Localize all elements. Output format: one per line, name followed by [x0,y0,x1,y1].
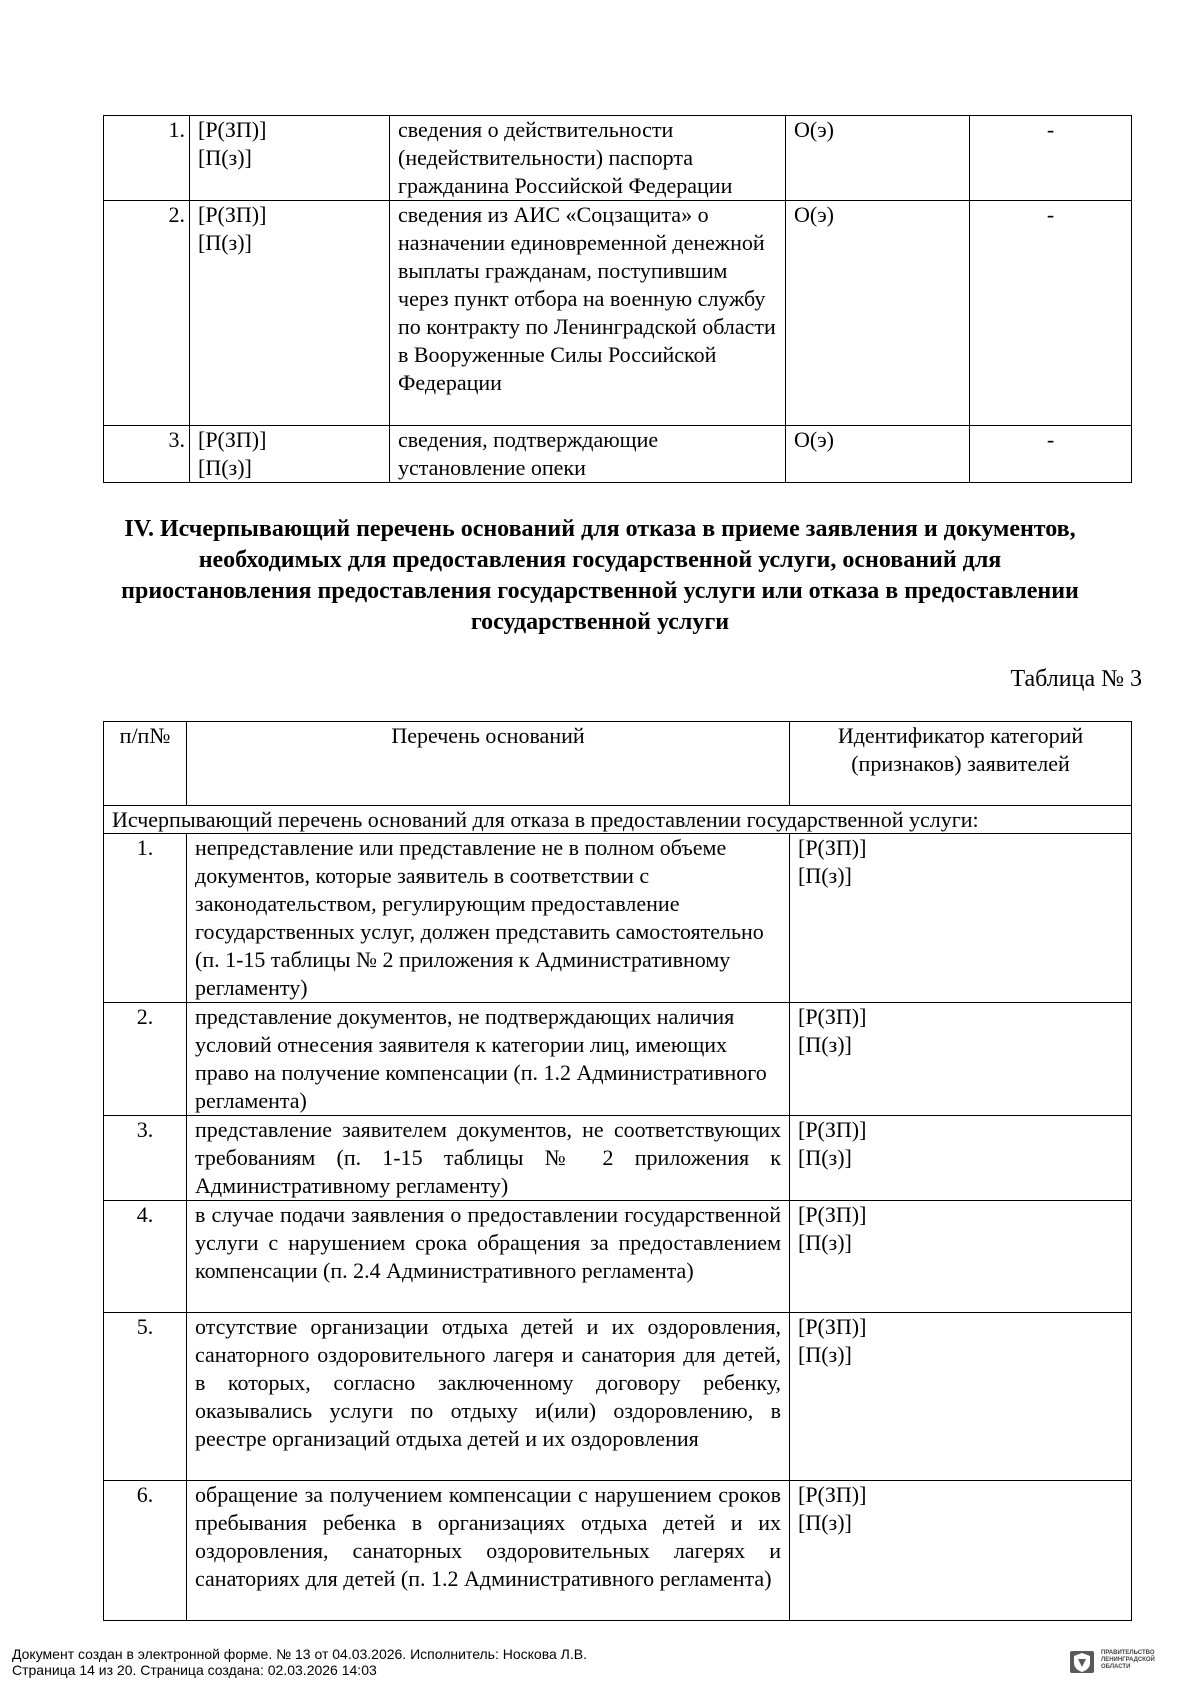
footer-line-1: Документ создан в электронной форме. № 13 от 04.03.2026. Исполнитель: Носкова Л.В. [12,1646,587,1662]
table-row [104,1201,1132,1313]
table-row [104,116,1132,201]
table-row [104,1481,1132,1621]
applicant-ids: [Р(ЗП)] [П(з)] [790,1313,1132,1481]
document-description: сведения, подтверждающие установление опеки [390,426,786,483]
ground-text: непредставление или представление не в полном объеме документов, которые заявитель в соответствии с законодательством, регулирующим предоставление государственных услуг, должен представить самостоятельно (п. 1-15 таблицы № 2 приложения к Административному регламенту) [187,834,790,1003]
government-logo [1069,1650,1181,1674]
applicant-ids: [Р(ЗП)] [П(з)] [190,426,390,483]
document-description: сведения из АИС «Соцзащита» о назначении единовременной денежной выплаты гражданам, поступившим через пункт отбора на военную службу по контракту по Ленинградской области в Вооруженные Силы Российской Федерации [390,201,786,426]
document-extra: - [970,201,1132,426]
document-description: сведения о действительности (недействительности) паспорта гражданина Российской Федерации [390,116,786,201]
row-number: 3. [104,426,190,483]
applicant-ids: [Р(ЗП)] [П(з)] [190,116,390,201]
applicant-ids: [Р(ЗП)] [П(з)] [790,1003,1132,1116]
header-applicant-ids: Идентификатор категорий (признаков) заявителей [790,722,1132,806]
table-row [104,834,1132,1003]
row-number: 5. [104,1313,187,1481]
table-row [104,201,1132,426]
row-number: 2. [104,1003,187,1116]
applicant-ids: [Р(ЗП)] [П(з)] [190,201,390,426]
header-grounds: Перечень оснований [187,722,790,806]
ground-text: представление документов, не подтверждающих наличия условий отнесения заявителя к категории лиц, имеющих право на получение компенсации (п. 1.2 Административного регламента) [187,1003,790,1116]
ground-text: отсутствие организации отдыха детей и их оздоровления, санаторного оздоровительного лагеря и санатория для детей, в которых, согласно заключенному договору ребенку, оказывались услуги по отдыху и(или) оздоровлению, в реестре организаций отдыха детей и их оздоровления [187,1313,790,1481]
logo-text: ПРАВИТЕЛЬСТВО ЛЕНИНГРАДСКОЙ ОБЛАСТИ [1101,1650,1155,1670]
document-type: О(э) [786,116,970,201]
header-number: п/п№ [104,722,187,806]
section-title: IV. Исчерпывающий перечень оснований для отказа в приеме заявления и документов, необходимых для предоставления государственной услуги, оснований для приостановления предоставления государственной услуги или отказа в предоставлении государственной услуги [121,516,1079,635]
applicant-ids: [Р(ЗП)] [П(з)] [790,1201,1132,1313]
document-type: О(э) [786,426,970,483]
document-extra: - [970,116,1132,201]
applicant-ids: [Р(ЗП)] [П(з)] [790,1481,1132,1621]
group-title: Исчерпывающий перечень оснований для отказа в предоставлении государственной услуги: [104,806,1132,834]
grounds-table [103,721,1132,1621]
group-row [104,806,1132,834]
document-type: О(э) [786,201,970,426]
footer-line-2: Страница 14 из 20. Страница создана: 02.03.2026 14:03 [12,1662,377,1678]
coat-of-arms-icon [1069,1650,1095,1674]
table-label: Таблица № 3 [1010,666,1142,692]
row-number: 3. [104,1116,187,1201]
document-extra: - [970,426,1132,483]
row-number: 1. [104,116,190,201]
ground-text: обращение за получением компенсации с нарушением сроков пребывания ребенка в организациях отдыха детей и их оздоровления, санаторных оздоровительных лагерях и санаториях для детей (п. 1.2 Административного регламента) [187,1481,790,1621]
table-row [104,1313,1132,1481]
row-number: 4. [104,1201,187,1313]
table-row [104,426,1132,483]
table-row [104,1116,1132,1201]
applicant-ids: [Р(ЗП)] [П(з)] [790,834,1132,1003]
table-header-row [104,722,1132,806]
applicant-ids: [Р(ЗП)] [П(з)] [790,1116,1132,1201]
row-number: 2. [104,201,190,426]
row-number: 1. [104,834,187,1003]
row-number: 6. [104,1481,187,1621]
document-footer [12,1646,587,1678]
table-row [104,1003,1132,1116]
ground-text: в случае подачи заявления о предоставлении государственной услуги с нарушением срока обращения за предоставлением компенсации (п. 2.4 Административного регламента) [187,1201,790,1313]
ground-text: представление заявителем документов, не соответствующих требованиям (п. 1-15 таблицы № 2 приложения к Административному регламенту) [187,1116,790,1201]
documents-table [103,115,1132,483]
